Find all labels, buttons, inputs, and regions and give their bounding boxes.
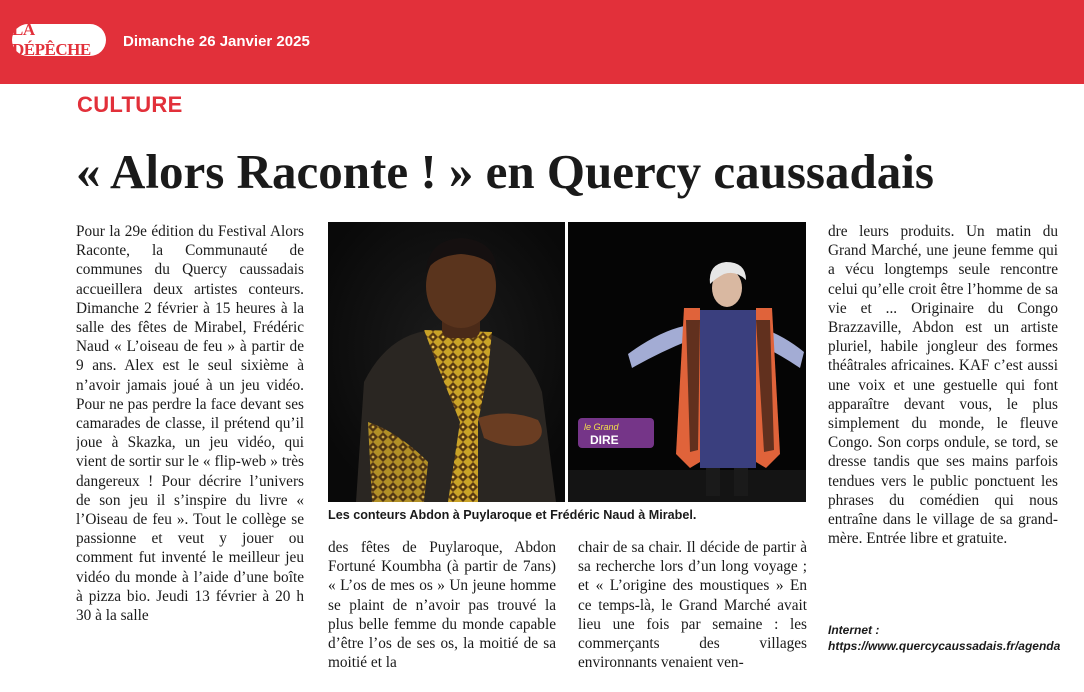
photo-right-frederic [568, 222, 806, 502]
article-column-3: chair de sa chair. Il décide de partir à sa recherche lors d’un long voyage ; et « L’origine des moustiques » En ce temps-là, le Grand Marché avait lieu une fois par semaine : les commerçants des villages environnants venaient ven- [578, 539, 807, 672]
article-column-1: Pour la 29e édition du Festival Alors Raconte, la Communauté de communes du Quercy caussadais accueillera deux artistes conteurs. Dimanche 2 février à 15 heures à la salle des fêtes de Mirabel, Frédéric Naud « L’oiseau de feu » à partir de 9 ans. Alex est le seul sixième à n’avoir jamais joué à un jeu vidéo. Pour ne pas perdre la face devant ses camarades de classe, il prétend qu’il joue à Skazka, un jeu vidéo, qui vient de sortir sur le « flip-web » très dangereux ! Pour décrire l’univers de son jeu il s’inspire du livre « l’Oiseau de feu ». Tout le collège se passionne et veut y jouer ou comment fut inventé le meilleur jeu vidéo du monde à l’aide d’une boîte à pizza bio. Jeudi 13 février à 20 h 30 à la salle [76, 223, 304, 625]
festival-sign [578, 418, 654, 448]
article-column-2: des fêtes de Puylaroque, Abdon Fortuné Koumbha (à partir de 7ans) « L’os de mes os » Un jeune homme se plaint de n’avoir pas trouvé la plus belle femme du monde capable d’être l’os de ses os, la moitié de sa moitié et la [328, 539, 556, 672]
article-column-4: dre leurs produits. Un matin du Grand Marché, une jeune femme qui a vécu longtemps seule rencontre celui qu’elle croit être l’homme de sa vie et ... Originaire du Congo Brazzaville, Abdon est un artiste pluriel, habile jongleur des formes théâtrales africaines. KAF c’est aussi une voix et une gestuelle qui font apparaître devant vous, le plus simplement du monde, le fleuve Congo. Son corps ondule, se tord, se dresse tandis que ses mains parfois tendues vers le public ponctuent les phrases du comédien qui nous entraîne dans le village de sa grand-mère. Entrée libre et gratuite. [828, 223, 1058, 548]
section-label: CULTURE [77, 92, 183, 117]
article-headline: « Alors Raconte ! » en Quercy caussadais [76, 144, 934, 199]
sign-line-1: le Grand [584, 422, 619, 432]
newspaper-logo[interactable]: LA DÉPÊCHE [12, 24, 106, 56]
sign-line-2: DIRE [590, 433, 619, 447]
agenda-link[interactable]: Internet : https://www.quercycaussadais.fr/agenda [828, 623, 1061, 653]
issue-date: Dimanche 26 Janvier 2025 [123, 33, 310, 50]
photo-caption: Les conteurs Abdon à Puylaroque et Frédéric Naud à Mirabel. [328, 508, 697, 522]
masthead-bar [0, 0, 1084, 84]
photo-left-abdon [328, 222, 566, 502]
article-photo [328, 222, 806, 502]
